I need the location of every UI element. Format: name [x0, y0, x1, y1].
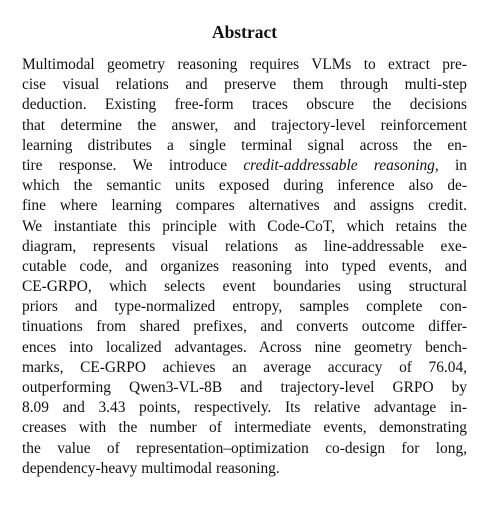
abstract-line-10: diagram, represents visual relations as line-addressable exe- — [22, 237, 467, 255]
abstract-line-1: Multimodal geometry reasoning requires VLMs to extract pre- — [22, 56, 467, 73]
abstract-line-6-start: tire response. We introduce — [22, 156, 244, 174]
abstract-line-12: CE-GRPO, which selects event boundaries using structural — [22, 278, 467, 296]
abstract-line-4: that determine the answer, and trajectory-level reinforcement — [22, 116, 467, 134]
abstract-line-19: creases with the number of intermediate events, demonstrating — [22, 419, 467, 437]
abstract-line-16: marks, CE-GRPO achieves an average accuracy of 76.04, — [22, 358, 467, 376]
abstract-line-3: deduction. Existing free-form traces obscure the decisions — [22, 96, 467, 114]
abstract-line-6 — [22, 156, 467, 176]
abstract-line-18: 8.09 and 3.43 points, respectively. Its relative advantage in- — [22, 399, 467, 417]
abstract-line-11: cutable code, and organizes reasoning into typed events, and — [22, 257, 467, 275]
abstract-line-20: the value of representation–optimization co-design for long, — [22, 439, 467, 457]
abstract-line-5: learning distributes a single terminal signal across the en- — [22, 136, 467, 154]
abstract-line-13: priors and type-normalized entropy, samples complete con- — [22, 298, 467, 316]
abstract-line-17: outperforming Qwen3-VL-8B and trajectory-level GRPO by — [22, 379, 467, 396]
emphasized-term: credit-addressable reasoning — [243, 156, 435, 174]
abstract-heading: Abstract — [211, 22, 278, 42]
abstract-line-2: cise visual relations and preserve them through multi-step — [22, 76, 467, 94]
abstract-body — [22, 55, 467, 479]
abstract-line-15: ences into localized advantages. Across nine geometry bench- — [22, 338, 467, 356]
abstract-line-6-end: , in — [434, 156, 467, 174]
abstract-line-7: which the semantic units exposed during inference also de- — [22, 177, 467, 195]
abstract-line-8: fine where learning compares alternatives and assigns credit. — [22, 197, 467, 215]
abstract-line-21: dependency-heavy multimodal reasoning. — [22, 459, 280, 477]
abstract-line-14: tinuations from shared prefixes, and converts outcome differ- — [22, 318, 467, 336]
abstract-line-9: We instantiate this principle with Code-CoT, which retains the — [22, 217, 467, 235]
